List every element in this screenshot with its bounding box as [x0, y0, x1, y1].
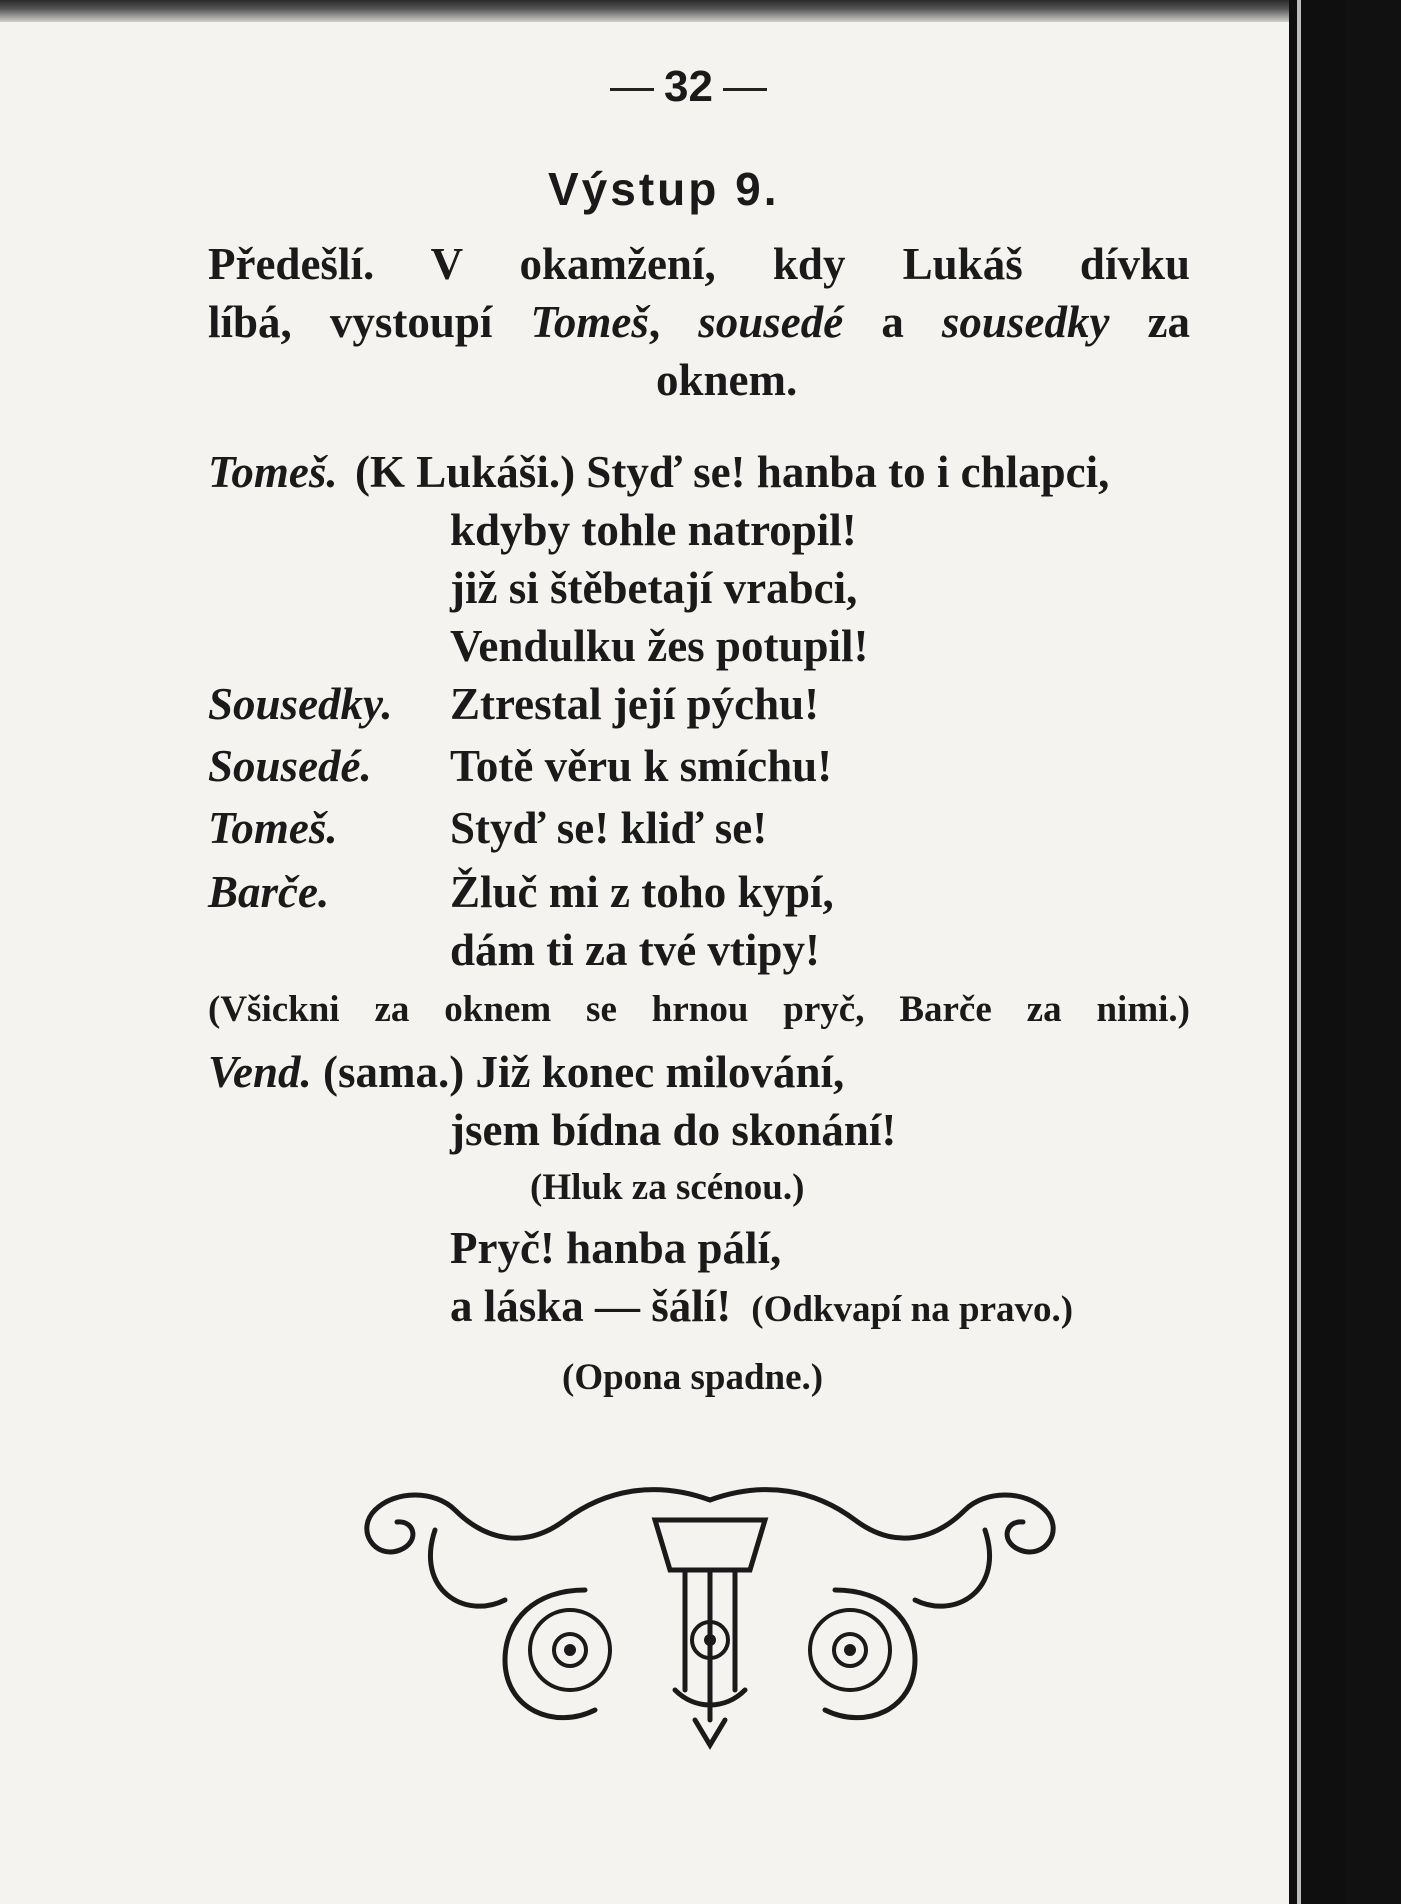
- page-number-text: 32: [664, 62, 713, 111]
- verse-line: již si štěbetají vrabci,: [450, 563, 858, 613]
- speaker-vend: Vend.: [208, 1047, 312, 1097]
- page-number: [600, 62, 777, 112]
- intro-name-sousedky: sousedky: [941, 297, 1110, 347]
- stage-direction-exit: (Všickni za oknem se hrnou pryč, Barče za nimi.): [208, 989, 1190, 1030]
- dash-right: [723, 88, 767, 91]
- scan-right-edge: [1289, 0, 1345, 1904]
- intro-line-3: oknem.: [656, 355, 798, 405]
- speaker-tomes-1: Tomeš.: [208, 447, 338, 497]
- curtain-direction: (Opona spadne.): [562, 1357, 824, 1398]
- intro-za: za: [1109, 297, 1190, 347]
- floral-ornament-icon: [355, 1460, 1065, 1750]
- verse-line: Totě věru k smíchu!: [450, 741, 833, 791]
- dash-left: [610, 88, 654, 91]
- verse-line: Styď se! kliď se!: [450, 803, 768, 853]
- stage-direction-noise: (Hluk za scénou.): [530, 1167, 805, 1208]
- verse-line: Vendulku žes potupil!: [450, 621, 869, 671]
- scene-title: Výstup 9.: [548, 163, 780, 215]
- speaker-sousede: Sousedé.: [208, 741, 372, 791]
- verse-line: (sama.) Již konec milování,: [311, 1047, 845, 1097]
- verse-line: dám ti za tvé vtipy!: [450, 925, 820, 975]
- intro-text: líbá, vystoupí: [208, 297, 531, 347]
- vend-line-2: jsem bídna do skonání!: [450, 1105, 897, 1155]
- speaker-sousedky: Sousedky.: [208, 679, 393, 729]
- speaker-barce: Barče.: [208, 867, 330, 917]
- stage-direction-exit-right: (Odkvapí na pravo.): [751, 1289, 1074, 1330]
- intro-line-2: [208, 296, 1190, 348]
- intro-line-1: Předešlí. V okamžení, kdy Lukáš dívku: [208, 239, 1190, 289]
- intro-name-tomes: Tomeš: [530, 297, 649, 347]
- final-line-2: [450, 1280, 1073, 1332]
- intro-and: a: [843, 297, 942, 347]
- intro-comma: ,: [648, 297, 699, 347]
- vend-line-1: [208, 1046, 844, 1098]
- intro-name-sousede: sousedé: [698, 297, 844, 347]
- final-line-1: Pryč! hanba pálí,: [450, 1223, 782, 1273]
- verse-line: Ztrestal její pýchu!: [450, 679, 820, 729]
- verse-line: kdyby tohle natropil!: [450, 505, 857, 555]
- verse-line: a láska — šálí!: [450, 1281, 732, 1331]
- page-top-edge: [0, 0, 1345, 22]
- verse-line: (K Lukáši.) Styď se! hanba to i chlapci,: [355, 447, 1110, 497]
- verse-line: Žluč mi z toho kypí,: [450, 867, 834, 917]
- speaker-tomes-2: Tomeš.: [208, 803, 338, 853]
